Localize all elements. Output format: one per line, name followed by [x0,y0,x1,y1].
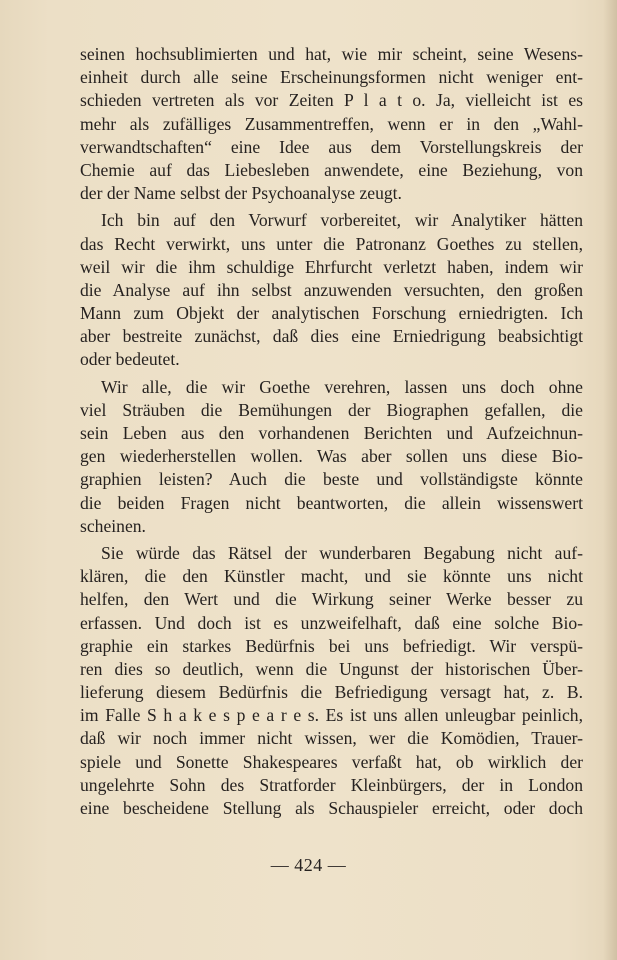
text-line: die Analyse auf ihn selbst anzuwenden versuchten, den großen [80,279,583,300]
text-line: Wir alle, die wir Goethe verehren, lassen uns doch ohne [101,376,583,397]
text-line: seinen hochsublimierten und hat, wie mir scheint, seine Wesens- [80,44,583,64]
text-line: einheit durch alle seine Erscheinungsformen nicht weniger ent- [80,67,583,88]
text-line: graphie ein starkes Bedürfnis bei uns befriedigt. Wir verspü- [80,635,583,656]
text-line: klären, die den Künstler macht, und sie könnte uns nicht [80,566,583,587]
text-line: erfassen. Und doch ist es unzweifelhaft, daß eine solche Bio- [80,612,583,633]
text-line: das Recht verwirkt, uns unter die Patronanz Goethes zu stellen, [80,233,583,254]
text-line: Ich bin auf den Vorwurf vorbereitet, wir Analytiker hätten [101,210,583,231]
text-line: eine bescheidene Stellung als Schauspieler erreicht, oder doch [80,798,583,818]
paragraph-2 [80,209,583,371]
text-line: im Falle S h a k e s p e a r e s. Es ist uns allen unleugbar peinlich, [80,705,583,726]
text-line: ungelehrte Sohn des Stratforder Kleinbürgers, der in London [80,774,583,795]
text-line: sein Leben aus den vorhandenen Berichten und Aufzeichnun- [80,423,583,443]
text-line: der der Name selbst der Psychoanalyse zeugt. [80,183,402,204]
text-line: verwandtschaften“ eine Idee aus dem Vorstellungskreis der [80,136,583,157]
text-line: Mann zum Objekt der analytischen Forschung erniedrigten. Ich [80,303,583,324]
text-line: Sie würde das Rätsel der wunderbaren Begabung nicht auf- [101,542,583,563]
text-line: oder bedeutet. [80,349,180,370]
text-line: die beiden Fragen nicht beantworten, die allein wissenswert [80,492,583,513]
paragraph-3 [80,376,583,538]
text-line: spiele und Sonette Shakespeares verfaßt hat, ob wirklich der [80,751,583,772]
text-line: schieden vertreten als vor Zeiten P l a t o. Ja, vielleicht ist es [80,90,583,111]
page-number: — 424 — [270,855,347,875]
text-line: weil wir die ihm schuldige Ehrfurcht verletzt haben, indem wir [80,256,583,277]
text-line: lieferung diesem Bedürfnis die Befriedigung versagt hat, z. B. [80,682,583,703]
text-line: scheinen. [80,515,146,536]
paragraph-4 [80,542,583,820]
text-line: ren dies so deutlich, wenn die Ungunst der historischen Über- [80,658,583,679]
text-line: Chemie auf das Liebesleben anwendete, eine Beziehung, von [80,159,583,180]
text-line: mehr als zufälliges Zusammentreffen, wenn er in den „Wahl- [80,113,583,134]
text-line: helfen, den Wert und die Wirkung seiner Werke besser zu [80,589,583,610]
body-text [80,43,583,820]
text-line: graphien leisten? Auch die beste und vollständigste könnte [80,469,583,490]
text-line: viel Sträuben die Bemühungen der Biographen gefallen, die [80,399,583,420]
text-line: daß wir noch immer nicht wissen, wer die Komödien, Trauer- [80,728,583,749]
text-line: gen wiederherstellen wollen. Was aber sollen uns diese Bio- [80,446,583,467]
text-line: aber bestreite zunächst, daß dies eine Erniedrigung beabsichtigt [80,326,583,347]
paragraph-1 [80,43,583,205]
